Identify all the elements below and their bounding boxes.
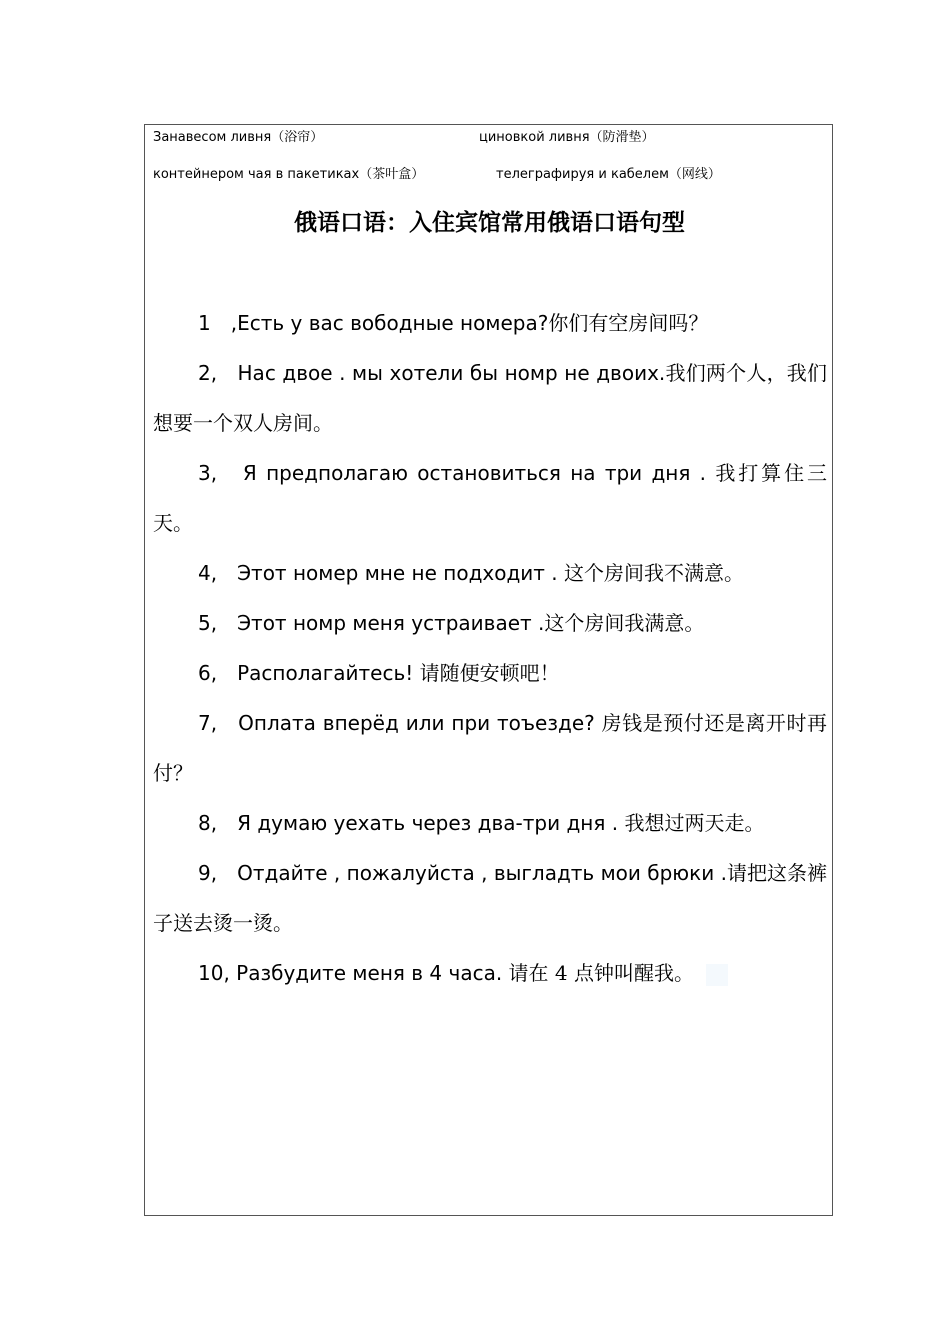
sentence-item xyxy=(153,648,827,698)
sentence-ru: 4, Этот номер мне не подходит . xyxy=(198,561,565,585)
sentence-zh: 请把这条裤子送去烫一烫。 xyxy=(153,861,828,935)
vocab-item xyxy=(153,166,424,184)
vocab-zh: （网线） xyxy=(668,167,721,182)
sentence-item xyxy=(153,348,827,448)
sentence-zh: 请随便安顿吧！ xyxy=(419,661,560,685)
sentence-ru: 9, Отдайте , пожалуйста , выгладть мои брюки . xyxy=(198,861,727,885)
sentence-ru: 2, Нас двое . мы хотели бы номр не двоих. xyxy=(198,361,666,385)
sentence-zh: 我打算住三天。 xyxy=(153,461,827,535)
vocab-zh: （防滑垫） xyxy=(589,130,655,145)
vocab-item xyxy=(496,166,721,184)
vocab-item xyxy=(479,129,655,147)
sentence-ru: 5, Этот номр меня устраивает . xyxy=(198,611,545,635)
page-title: 俄语口语：入住宾馆常用俄语口语句型 xyxy=(294,209,685,236)
sentence-zh: 房钱是预付还是离开时再付？ xyxy=(153,711,827,785)
sentence-zh: 你们有空房间吗？ xyxy=(548,311,709,335)
sentence-ru: 10, Разбудите меня в 4 часа. xyxy=(198,961,509,985)
sentence-item xyxy=(153,948,827,998)
vocab-item xyxy=(153,129,323,147)
sentence-zh: 我想过两天走。 xyxy=(624,811,765,835)
sentence-item xyxy=(153,448,827,548)
vocab-ru: телеграфируя и кабелем xyxy=(496,167,669,182)
sentence-item xyxy=(153,848,827,948)
vocab-zh: （浴帘） xyxy=(271,130,324,145)
sentence-ru: 6, Располагайтесь! xyxy=(198,661,420,685)
sentence-ru: 3, Я предполагаю остановиться на три дня . xyxy=(198,461,716,485)
sentence-zh: 这个房间我不满意。 xyxy=(564,561,745,585)
vocab-ru: Занавесом ливня xyxy=(153,130,272,145)
sentence-item xyxy=(153,798,827,848)
vocab-zh: （茶叶盒） xyxy=(359,167,425,182)
sentence-zh: 我们两个人，我们想要一个双人房间。 xyxy=(153,361,828,435)
sentence-item xyxy=(153,598,827,648)
sentence-ru: 7, Оплата вперёд или при тоъезде? xyxy=(198,711,602,735)
sentence-ru: 1 ,Есть у вас вободные номера? xyxy=(198,311,549,335)
cursor-marker xyxy=(706,964,728,986)
sentence-zh: 请在 4 点钟叫醒我。 xyxy=(508,961,694,985)
sentence-item xyxy=(153,548,827,598)
document-frame xyxy=(144,124,833,1216)
sentence-item xyxy=(153,298,827,348)
vocab-ru: циновкой ливня xyxy=(479,130,590,145)
sentence-item xyxy=(153,698,827,798)
vocab-ru: контейнером чая в пакетиках xyxy=(153,167,360,182)
sentence-ru: 8, Я думаю уехать через два-три дня . xyxy=(198,811,625,835)
sentence-list xyxy=(153,298,827,998)
sentence-zh: 这个房间我满意。 xyxy=(544,611,705,635)
